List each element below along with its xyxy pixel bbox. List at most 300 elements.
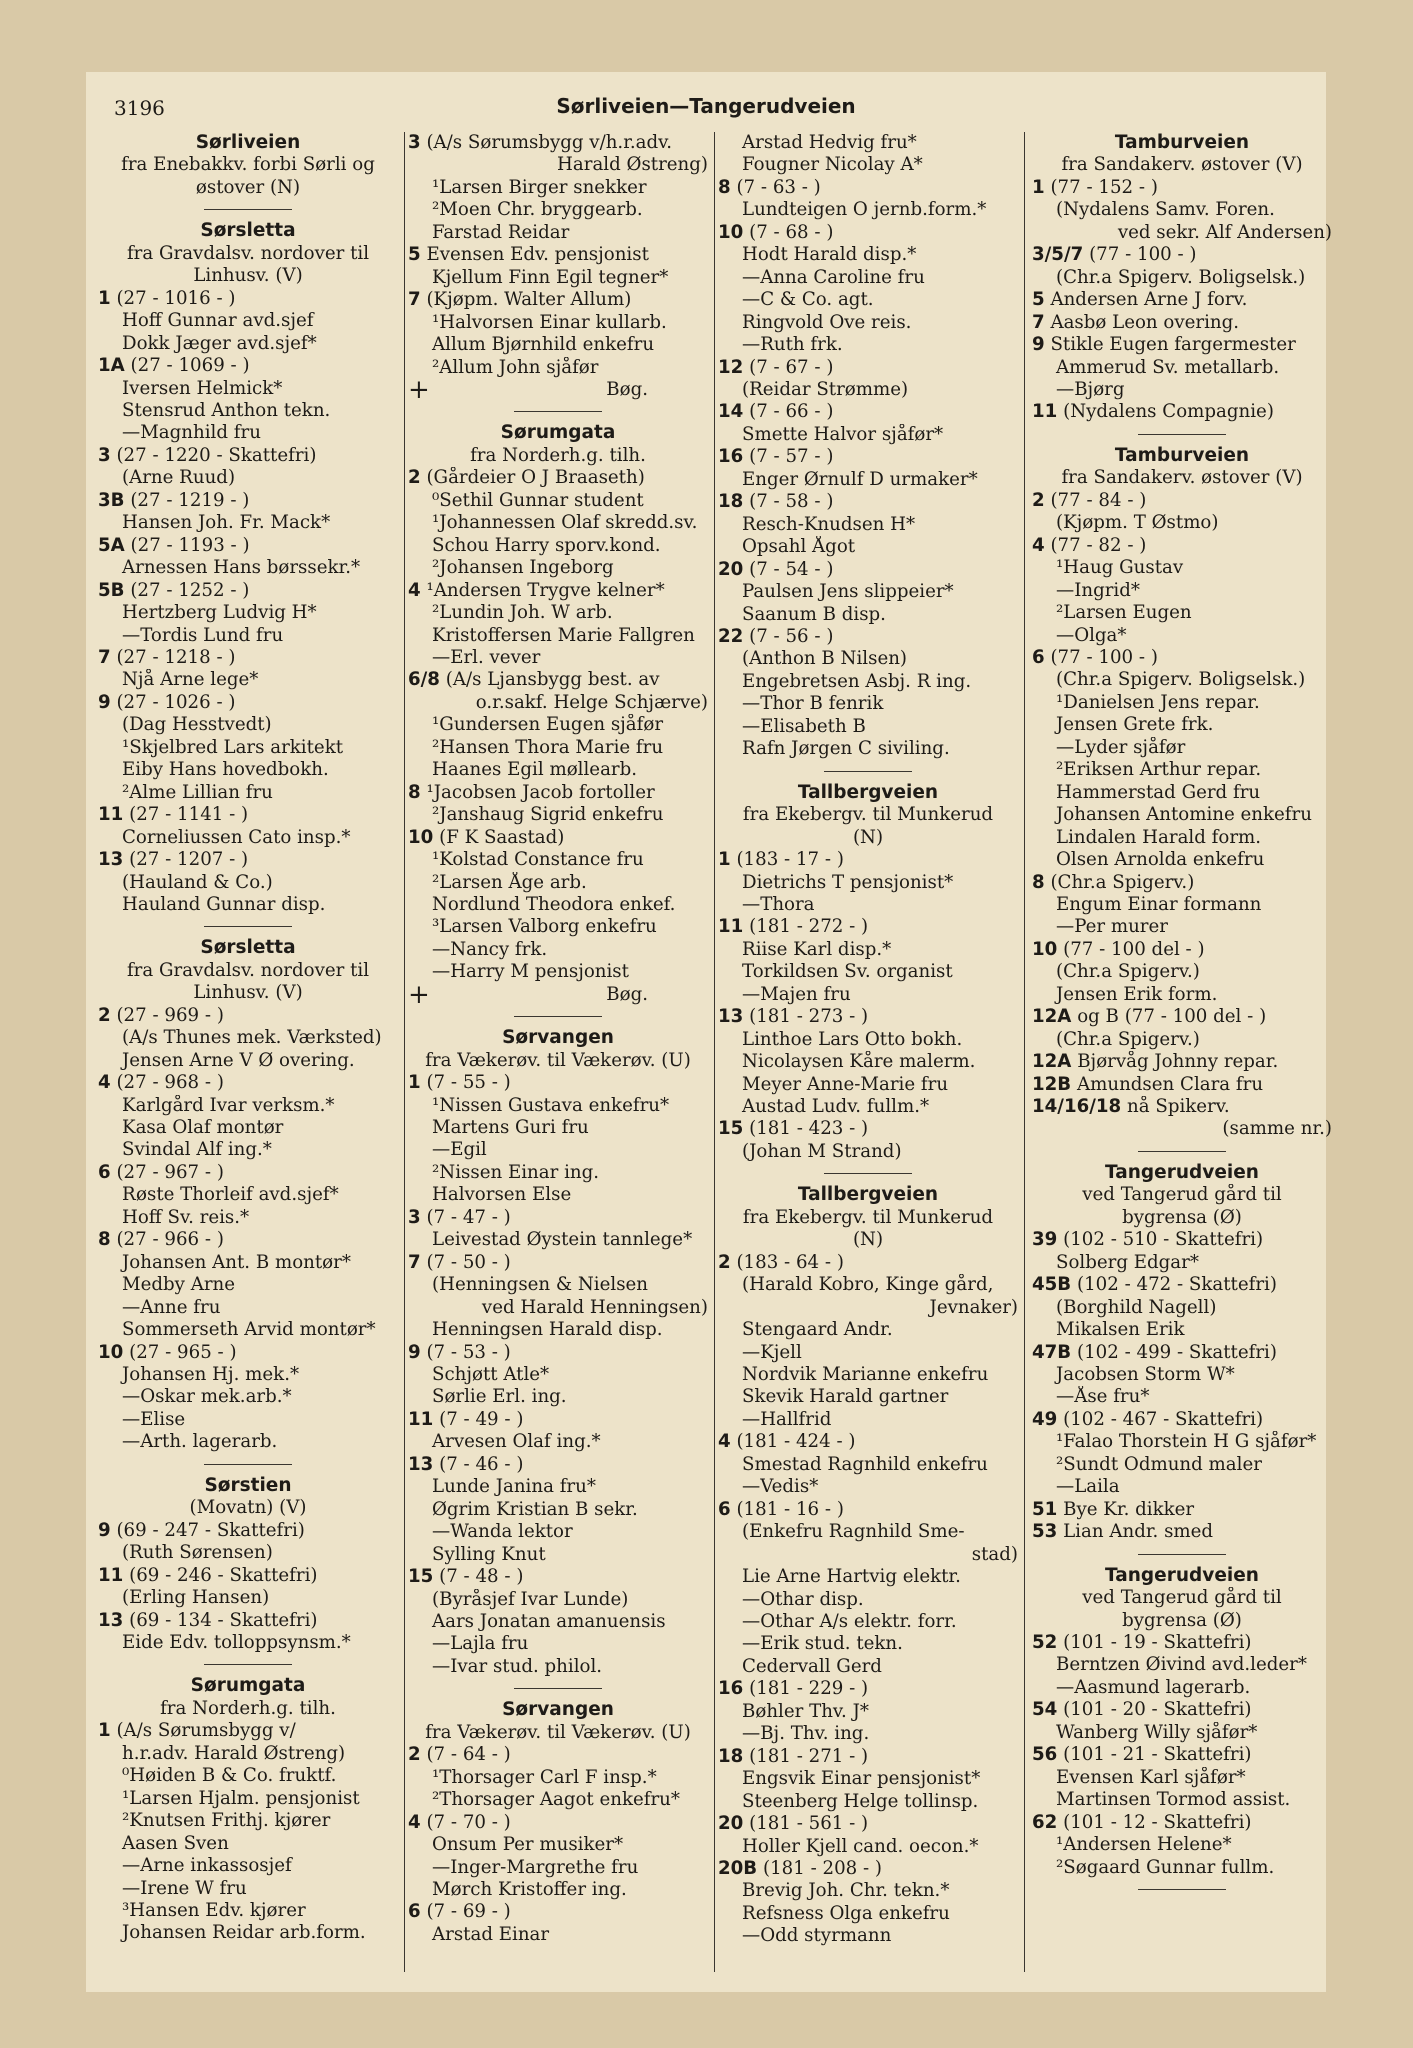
resident-entry: Engum Einar formann: [1056, 893, 1262, 915]
resident-entry: —Egil: [432, 1139, 487, 1161]
resident-entry: Iversen Helmick*: [122, 377, 283, 399]
house-entry: [98, 288, 398, 310]
resident-entry: Svindal Alf ing.*: [122, 1139, 272, 1161]
house-entry-text: (A/s Sørumsbygg v/: [116, 1720, 296, 1742]
entry-continuation: stad): [971, 1543, 1018, 1565]
street-description: fra Ekebergv. til Munkerud: [742, 804, 994, 826]
resident-entry: ¹Gundersen Eugen sjåfør: [432, 714, 664, 736]
resident-entry: Johansen Hj. mek.*: [122, 1364, 300, 1386]
resident-entry: (Enkefru Ragnhild Sme-: [742, 1521, 965, 1543]
street-description: Linhusv. (V): [193, 982, 303, 1004]
house-entry-text: (Chr.a Spigerv.): [1050, 871, 1195, 893]
resident-entry: Stengaard Andr.: [742, 1319, 893, 1341]
house-entry: [718, 1678, 1018, 1700]
house-entry: [718, 357, 1018, 379]
house-number: 49: [1032, 1408, 1058, 1430]
house-entry: [1032, 1229, 1332, 1251]
house-entry: [1032, 939, 1332, 961]
house-entry-text: (7 - 56 - ): [749, 625, 834, 647]
house-number: 1A: [98, 355, 125, 377]
street-heading: Tallbergveien: [797, 781, 939, 803]
house-entry-text: Lian Andr. smed: [1063, 1521, 1214, 1543]
house-number: 5: [1032, 289, 1045, 311]
house-entry: [1032, 1274, 1332, 1296]
house-entry-text: (181 - 423 - ): [749, 1118, 869, 1140]
house-number: 8: [98, 1229, 111, 1251]
resident-entry: Dietrichs T pensjonist*: [742, 871, 954, 893]
directory-page: [86, 72, 1332, 1992]
house-entry: [408, 1409, 708, 1431]
resident-entry: ¹Johannessen Olaf skredd.sv.: [432, 512, 698, 534]
house-entry-text: (69 - 246 - Skattefri): [129, 1564, 318, 1586]
house-entry: [408, 669, 708, 691]
house-entry: [98, 1072, 398, 1094]
resident-entry: —Thor B fenrik: [742, 693, 884, 715]
resident-entry: Kristoffersen Marie Fallgren: [432, 624, 695, 646]
house-entry: [98, 1229, 398, 1251]
house-number: 12A: [1032, 1006, 1072, 1028]
house-entry: [1032, 1521, 1332, 1543]
section-rule: [204, 926, 292, 927]
resident-entry: Engsvik Einar pensjonist*: [742, 1768, 981, 1790]
house-entry: [408, 1207, 708, 1229]
resident-entry: Arstad Hedvig fru*: [742, 132, 917, 153]
house-number: 2: [408, 1744, 421, 1766]
resident-entry: —Odd styrmann: [742, 1925, 892, 1947]
entry-continuation: ved Harald Henningsen): [481, 1296, 708, 1318]
house-entry-text: (27 - 1141 - ): [129, 804, 249, 826]
house-entry-text: (77 - 82 - ): [1050, 534, 1147, 556]
street-description: østover (N): [195, 176, 301, 198]
column-2: [408, 132, 708, 1946]
house-number: 1: [718, 849, 731, 871]
house-number: 1: [408, 1072, 421, 1094]
house-entry-text: (181 - 271 - ): [749, 1745, 869, 1767]
resident-entry: —Erl. vever: [432, 646, 541, 668]
resident-entry: Berntzen Øivind avd.leder*: [1056, 1654, 1307, 1676]
resident-entry: ²Søgaard Gunnar fullm.: [1056, 1856, 1275, 1878]
street-description: fra Vækerøv. til Vækerøv. (U): [425, 1049, 691, 1071]
cross-note: Bøg.: [606, 983, 648, 1005]
resident-entry: Leivestad Øystein tannlege*: [432, 1229, 693, 1251]
house-entry-text: (102 - 472 - Skattefri): [1076, 1274, 1277, 1296]
house-number: 51: [1032, 1498, 1058, 1520]
resident-entry: Johansen Ant. B montør*: [122, 1251, 351, 1273]
house-entry: [1032, 1632, 1332, 1654]
column-3: [718, 132, 1018, 1948]
house-number: 8: [408, 781, 421, 803]
house-number: 12: [718, 356, 744, 378]
resident-entry: Lunde Janina fru*: [432, 1476, 596, 1498]
house-entry-text: (7 - 69 - ): [426, 1901, 511, 1923]
house-number: 11: [1032, 401, 1058, 423]
resident-entry: ¹Halvorsen Einar kullarb.: [432, 311, 667, 333]
house-entry-text: (102 - 499 - Skattefri): [1076, 1341, 1277, 1363]
house-number: 7: [98, 646, 111, 668]
house-entry: [98, 804, 398, 826]
resident-entry: Nordlund Theodora enkef.: [432, 893, 676, 915]
street-description: fra Gravdalsv. nordover til: [126, 959, 370, 981]
resident-entry: Mørch Kristoffer ing.: [432, 1878, 627, 1900]
house-number: 5B: [98, 579, 125, 601]
resident-entry: —Inger-Margrethe fru: [432, 1856, 639, 1878]
resident-entry: Bøhler Thv. J*: [742, 1700, 869, 1722]
resident-entry: Aars Jonatan amanuensis: [432, 1611, 666, 1632]
house-entry-text: Aasbø Leon overing.: [1050, 311, 1240, 333]
house-entry: [1032, 1051, 1332, 1073]
street-heading: Tangerudveien: [1105, 1161, 1259, 1183]
house-entry-text: (27 - 1193 - ): [130, 534, 250, 556]
house-entry-text: (7 - 49 - ): [439, 1408, 524, 1430]
house-entry-text: (7 - 50 - ): [426, 1251, 511, 1273]
resident-entry: (Chr.a Spigerv. Boligselsk.): [1056, 266, 1306, 288]
resident-entry: (Arne Ruud): [122, 467, 236, 489]
house-number: 9: [1032, 334, 1045, 356]
house-entry-text: (7 - 48 - ): [439, 1566, 524, 1588]
house-entry: [1032, 1342, 1332, 1364]
resident-entry: Karlgård Ivar verksm.*: [122, 1094, 335, 1116]
section-rule: [204, 209, 292, 210]
house-entry: [408, 1342, 708, 1364]
house-entry: [718, 1499, 1018, 1521]
house-number: 1: [98, 287, 111, 309]
street-heading: Sørumgata: [190, 1675, 306, 1697]
resident-entry: ³Hansen Edv. kjører: [122, 1899, 306, 1921]
street-heading: Tamburveien: [1114, 132, 1250, 153]
resident-entry: (Ruth Sørensen): [122, 1542, 273, 1564]
resident-entry: Fougner Nicolay A*: [742, 154, 923, 176]
street-heading: Tangerudveien: [1105, 1564, 1259, 1586]
house-number: 9: [98, 691, 111, 713]
house-entry-text: (183 - 64 - ): [736, 1251, 844, 1273]
resident-entry: ²Hansen Thora Marie fru: [432, 736, 664, 758]
column-divider: [1024, 132, 1025, 1972]
house-entry-text: (27 - 1218 - ): [116, 646, 236, 668]
street-heading: Tamburveien: [1114, 444, 1250, 466]
resident-entry: ⁰Sethil Gunnar student: [432, 489, 644, 511]
resident-entry: ¹Skjelbred Lars arkitekt: [122, 736, 344, 758]
street-heading: Sørsletta: [200, 937, 296, 959]
resident-entry: —Erik stud. tekn.: [742, 1633, 903, 1655]
resident-entry: Jensen Arne V Ø overing.: [122, 1049, 355, 1071]
house-entry-text: (181 - 424 - ): [736, 1431, 856, 1453]
street-heading: Sørliveien: [195, 132, 301, 153]
house-entry-text: Andersen Arne J forv.: [1050, 289, 1248, 311]
house-number: 10: [718, 221, 744, 243]
cross-icon: +: [408, 374, 430, 405]
house-entry: [718, 1118, 1018, 1140]
house-number: 16: [718, 446, 744, 468]
house-entry-text: (77 - 84 - ): [1050, 489, 1147, 511]
resident-entry: Rafn Jørgen C siviling.: [742, 738, 950, 760]
house-number: 7: [408, 289, 421, 311]
resident-entry: Smette Halvor sjåfør*: [742, 423, 944, 445]
resident-entry: Johansen Reidar arb.form.: [122, 1922, 366, 1944]
house-number: 1: [1032, 176, 1045, 198]
house-number: 12B: [1032, 1073, 1072, 1095]
house-number: 3: [98, 444, 111, 466]
house-entry: [408, 1072, 708, 1094]
resident-entry: Engebretsen Asbj. R ing.: [742, 670, 972, 692]
house-entry-text: (Nydalens Compagnie): [1063, 401, 1274, 423]
resident-entry: Solberg Edgar*: [1056, 1251, 1199, 1273]
house-number: 15: [718, 1118, 744, 1140]
house-entry-text: (101 - 19 - Skattefri): [1063, 1632, 1252, 1653]
resident-entry: Nordvik Marianne enkefru: [742, 1364, 989, 1386]
house-entry-text: (7 - 58 - ): [749, 491, 834, 513]
entry-continuation: Jevnaker): [929, 1296, 1018, 1318]
house-entry: [1032, 1499, 1332, 1521]
resident-entry: Lindalen Harald form.: [1056, 826, 1262, 848]
house-entry: [408, 827, 708, 849]
resident-entry: —Oskar mek.arb.*: [122, 1386, 292, 1408]
house-number: 20B: [718, 1857, 758, 1879]
resident-entry: Wanberg Willy sjåfør*: [1056, 1721, 1258, 1743]
street-description: fra Norderh.g. tilh.: [470, 444, 646, 466]
house-entry: [718, 491, 1018, 513]
resident-entry: Arnessen Hans børssekr.*: [122, 557, 361, 579]
house-entry-text: (101 - 20 - Skattefri): [1063, 1699, 1252, 1721]
house-number: 6/8: [408, 669, 440, 691]
resident-entry: Brevig Joh. Chr. tekn.*: [742, 1880, 950, 1902]
house-entry-text: (A/s Ljansbygg best. av: [445, 669, 660, 691]
house-entry-text: (101 - 12 - Skattefri): [1063, 1811, 1252, 1833]
house-entry: [1032, 289, 1332, 311]
house-number: 13: [98, 1609, 124, 1631]
resident-entry: Onsum Per musiker*: [432, 1834, 624, 1856]
house-entry: [98, 580, 398, 602]
resident-entry: ¹Falao Thorstein H G sjåfør*: [1056, 1431, 1317, 1453]
house-number: 3B: [98, 489, 125, 511]
house-number: 6: [718, 1498, 731, 1520]
resident-entry: —Bj. Thv. ing.: [742, 1723, 870, 1745]
resident-entry: ²Johansen Ingeborg: [432, 557, 614, 579]
resident-entry: ¹Larsen Hjalm. pensjonist: [122, 1787, 360, 1809]
house-entry: [1032, 1699, 1332, 1721]
house-entry-text: (69 - 247 - Skattefri): [116, 1519, 305, 1541]
entry-continuation: o.r.sakf. Helge Schjærve): [475, 691, 708, 713]
house-entry-text: (F K Saastad): [439, 826, 565, 848]
resident-entry: —Elise: [122, 1408, 186, 1430]
resident-entry: —Laila: [1056, 1476, 1120, 1498]
house-entry: [98, 1520, 398, 1542]
house-number: 9: [408, 1341, 421, 1363]
resident-entry: —Arne inkassosjef: [122, 1855, 292, 1877]
section-rule: [1138, 434, 1226, 435]
resident-entry: (Kjøpm. T Østmo): [1056, 512, 1219, 534]
resident-entry: Austad Ludv. fullm.*: [742, 1096, 930, 1118]
section-rule: [1138, 1151, 1226, 1152]
resident-entry: Schou Harry sporv.kond.: [432, 534, 661, 556]
resident-entry: —Othar A/s elektr. forr.: [742, 1611, 957, 1632]
house-entry: [408, 1252, 708, 1274]
house-entry: [1032, 334, 1332, 356]
resident-entry: —Aasmund lagerarb.: [1056, 1676, 1251, 1698]
house-number: 14: [718, 401, 744, 423]
resident-entry: Nicolaysen Kåre malerm.: [742, 1051, 976, 1073]
resident-entry: Eide Edv. tolloppsynsm.*: [122, 1632, 351, 1653]
house-entry-text: (7 - 66 - ): [749, 401, 834, 423]
street-description: (N): [852, 826, 884, 848]
resident-entry: Hoff Gunnar avd.sjef: [122, 310, 314, 332]
resident-entry: (Dag Hesstvedt): [122, 714, 272, 736]
resident-entry: Saanum B disp.: [742, 603, 886, 625]
house-number: 45B: [1032, 1274, 1072, 1296]
resident-entry: Haanes Egil møllearb.: [432, 759, 638, 781]
resident-entry: Paulsen Jens slippeier*: [742, 581, 954, 603]
resident-entry: —C & Co. agt.: [742, 289, 874, 311]
house-entry: [1032, 177, 1332, 199]
resident-entry: Resch-Knudsen H*: [742, 513, 916, 535]
resident-entry: ²Lundin Joh. W arb.: [432, 602, 613, 624]
house-entry-text: (77 - 100 - ): [1089, 244, 1197, 266]
resident-entry: —Harry M pensjonist: [432, 961, 629, 983]
house-entry: [718, 1006, 1018, 1028]
resident-entry: Kasa Olaf montør: [122, 1117, 284, 1139]
house-entry: [98, 849, 398, 871]
resident-entry: —Thora: [742, 893, 815, 915]
house-entry-text: (27 - 1207 - ): [129, 849, 249, 871]
house-entry: [1032, 1074, 1332, 1096]
house-number: 15: [408, 1566, 434, 1588]
house-entry-text: (69 - 134 - Skattefri): [129, 1609, 318, 1631]
house-number: 52: [1032, 1632, 1058, 1653]
resident-entry: Johansen Antomine enkefru: [1056, 804, 1312, 826]
house-entry-text: (77 - 100 del - ): [1063, 938, 1205, 960]
house-number: 4: [98, 1072, 111, 1094]
resident-entry: —Olga*: [1056, 624, 1127, 646]
house-number: 56: [1032, 1744, 1058, 1766]
house-entry-text: (102 - 510 - Skattefri): [1063, 1229, 1264, 1251]
house-entry: [1032, 401, 1332, 423]
resident-entry: Dokk Jæger avd.sjef*: [122, 332, 317, 354]
street-heading: Sørstien: [204, 1474, 292, 1496]
resident-entry: Sommerseth Arvid montør*: [122, 1319, 376, 1341]
house-entry-text: og B (77 - 100 del - ): [1077, 1006, 1267, 1028]
resident-entry: Sylling Knut: [432, 1543, 546, 1565]
resident-entry: Martinsen Tormod assist.: [1056, 1789, 1291, 1811]
house-entry-text: Stikle Eugen fargermester: [1050, 334, 1296, 356]
resident-entry: Arvesen Olaf ing.*: [432, 1431, 601, 1453]
house-entry: [408, 1744, 708, 1766]
resident-entry: Olsen Arnolda enkefru: [1056, 849, 1265, 871]
resident-entry: Smestad Ragnhild enkefru: [742, 1453, 988, 1475]
resident-entry: Hammerstad Gerd fru: [1056, 781, 1261, 803]
column-divider: [404, 132, 405, 1972]
resident-entry: (Erling Hansen): [122, 1587, 270, 1609]
house-entry: [1032, 1744, 1332, 1766]
house-entry-text: (27 - 966 - ): [116, 1229, 224, 1251]
resident-entry: (Hauland & Co.): [122, 871, 273, 893]
street-description: fra Gravdalsv. nordover til: [126, 242, 370, 264]
house-entry-text: (7 - 46 - ): [439, 1453, 524, 1475]
resident-entry: ²Eriksen Arthur repar.: [1056, 759, 1262, 781]
resident-entry: (Nydalens Samv. Foren.: [1056, 199, 1275, 221]
house-entry: [1032, 535, 1332, 557]
cross-mark-line: [408, 979, 708, 1010]
house-entry: [98, 1610, 398, 1632]
house-entry: [718, 1813, 1018, 1835]
house-entry-text: nå Spikerv.: [1127, 1096, 1230, 1118]
house-entry-text: (7 - 70 - ): [426, 1811, 511, 1833]
house-entry: [98, 1162, 398, 1184]
house-number: 20: [718, 1813, 744, 1835]
house-entry-text: Evensen Edv. pensjonist: [426, 244, 649, 266]
house-entry: [1032, 312, 1332, 334]
house-entry: [98, 1565, 398, 1587]
street-description: (N): [852, 1229, 884, 1251]
column-1: [98, 132, 398, 1945]
resident-entry: Corneliussen Cato insp.*: [122, 826, 351, 848]
resident-entry: ²Moen Chr. bryggearb.: [432, 199, 643, 221]
entry-continuation: ved sekr. Alf Andersen): [1117, 221, 1332, 243]
house-entry: [718, 222, 1018, 244]
resident-entry: Enger Ørnulf D urmaker*: [742, 468, 978, 490]
resident-entry: Hoff Sv. reis.*: [122, 1206, 250, 1228]
house-entry-text: (181 - 208 - ): [762, 1857, 883, 1879]
resident-entry: —Lyder sjåfør: [1056, 736, 1186, 758]
resident-entry: —Bjørg: [1056, 378, 1125, 400]
house-number: 6: [98, 1161, 111, 1183]
street-heading: Sørvangen: [502, 1699, 614, 1721]
resident-entry: Allum Bjørnhild enkefru: [432, 334, 655, 356]
resident-entry: (Chr.a Spigerv.): [1056, 961, 1200, 983]
resident-entry: Hodt Harald disp.*: [742, 244, 917, 266]
street-heading: Sørvangen: [502, 1027, 614, 1049]
house-number: 11: [98, 804, 124, 826]
house-number: 10: [98, 1341, 124, 1363]
house-entry-text: (27 - 1016 - ): [116, 287, 236, 309]
running-title: Sørliveien—Tangerudveien: [556, 94, 856, 118]
resident-entry: Medby Arne: [122, 1274, 236, 1296]
resident-entry: —Hallfrid: [742, 1408, 832, 1430]
resident-entry: Linthoe Lars Otto bokh.: [742, 1028, 963, 1050]
resident-entry: (Chr.a Spigerv. Boligselsk.): [1056, 669, 1306, 691]
house-number: 62: [1032, 1811, 1058, 1833]
house-entry: [98, 355, 398, 377]
street-description: fra Ekebergv. til Munkerud: [742, 1206, 994, 1228]
resident-entry: (Harald Kobro, Kinge gård,: [742, 1274, 994, 1296]
house-entry-text: (A/s Sørumsbygg v/h.r.adv.: [426, 132, 673, 153]
resident-entry: Lie Arne Hartvig elektr.: [742, 1566, 961, 1588]
house-entry-text: Bjørvåg Johnny repar.: [1077, 1051, 1279, 1073]
house-number: 22: [718, 625, 744, 647]
house-entry-text: (181 - 272 - ): [749, 916, 869, 938]
page-header: [114, 88, 1298, 122]
house-entry: [718, 916, 1018, 938]
street-description: fra Enebakkv. forbi Sørli og: [121, 154, 375, 176]
house-entry: [98, 445, 398, 467]
house-number: 53: [1032, 1521, 1058, 1543]
resident-entry: —Tordis Lund fru: [122, 624, 284, 646]
section-rule: [824, 771, 912, 772]
house-entry-text: (181 - 273 - ): [749, 1006, 869, 1028]
house-number: 7: [408, 1251, 421, 1273]
resident-entry: Jacobsen Storm W*: [1056, 1364, 1235, 1386]
house-entry: [718, 1746, 1018, 1768]
resident-entry: —Anne fru: [122, 1296, 221, 1318]
street-description: bygrensa (Ø): [1122, 1206, 1242, 1228]
street-description: fra Vækerøv. til Vækerøv. (U): [425, 1721, 691, 1743]
house-entry: [718, 401, 1018, 423]
resident-entry: Kjellum Finn Egil tegner*: [432, 266, 669, 288]
resident-entry: Opsahl Ågot: [742, 536, 856, 558]
house-number: 4: [1032, 534, 1045, 556]
street-description: Linhusv. (V): [193, 265, 303, 287]
street-description: bygrensa (Ø): [1122, 1609, 1242, 1631]
resident-entry: Aasen Sven: [122, 1832, 229, 1854]
house-number: 2: [408, 467, 421, 489]
